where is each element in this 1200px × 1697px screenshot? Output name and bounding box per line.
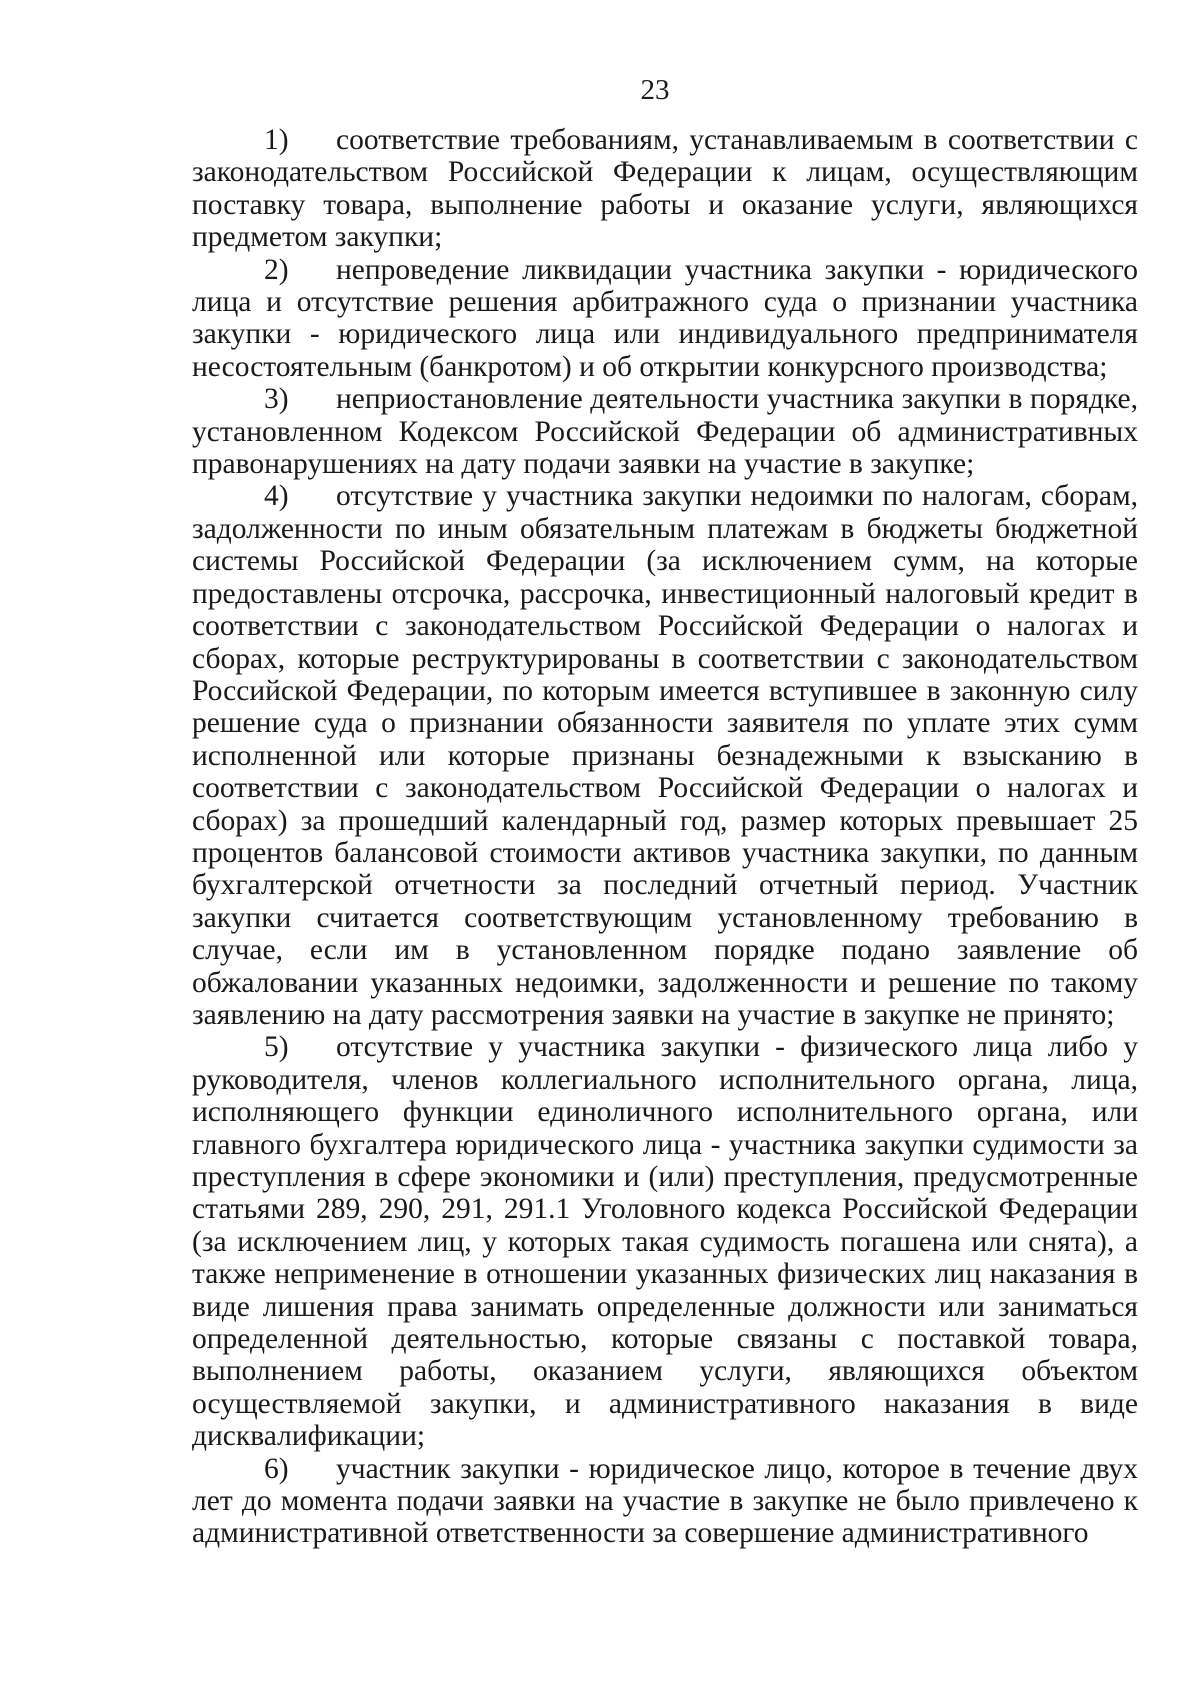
item-text: отсутствие у участника закупки - физического лица либо у руководителя, членов коллегиального исполнительного органа, лица, исполняющего функции единоличного исполнительного органа, или главного бухгалтера юридического лица - участника закупки судимости за преступления в сфере экономики и (или) преступления, предусмотренные статьями 289, 290, 291, 291.1 Уголовного кодекса Российской Федерации (за исключением лиц, у которых такая судимость погашена или снята), а также неприменение в отношении указанных физических лиц наказания в виде лишения права занимать определенные должности или заниматься определенной деятельностью, которые связаны с поставкой товара, выполнением работы, оказанием услуги, являющихся объектом осуществляемой закупки, и административного наказания в виде дисквалификации; [192,1031,1138,1453]
item-text: соответствие требованиям, устанавливаемым в соответствии с законодательством Российской Федерации к лицам, осуществляющим поставку товара, выполнение работы и оказание услуги, являющихся предметом закупки; [192,124,1138,254]
item-text: непроведение ликвидации участника закупки - юридического лица и отсутствие решения арбитражного суда о признании участника закупки - юридического лица или индивидуального предпринимателя несостоятельным (банкротом) и об открытии конкурсного производства; [192,253,1138,383]
item-number: 3) [264,383,289,416]
item-number: 1) [264,124,289,156]
page-number: 23 [640,74,670,106]
list-item [192,1453,1138,1550]
item-number: 6) [264,1452,289,1485]
item-number: 4) [264,480,289,513]
item-text: участник закупки - юридическое лицо, которое в течение двух лет до момента подачи заявки на участие в закупке не было привлечено к административной ответственности за совершение административного [192,1452,1138,1550]
item-number: 5) [264,1031,289,1064]
list-item [192,1031,1138,1452]
item-number: 2) [264,253,289,286]
list-item [192,254,1138,384]
list-item [192,124,1138,254]
item-text: отсутствие у участника закупки недоимки по налогам, сборам, задолженности по иным обязательным платежам в бюджеты бюджетной системы Российской Федерации (за исключением сумм, на которые предоставлены отсрочка, рассрочка, инвестиционный налоговый кредит в соответствии с законодательством Российской Федерации о налогах и сборах, которые реструктурированы в соответствии с законодательством Российской Федерации, по которым имеется вступившее в законную силу решение суда о признании обязанности заявителя по уплате этих сумм исполненной или которые признаны безнадежными к взысканию в соответствии с законодательством Российской Федерации о налогах и сборах) за прошедший календарный год, размер которых превышает 25 процентов балансовой стоимости активов участника закупки, по данным бухгалтерской отчетности за последний отчетный период. Участник закупки считается соответствующим установленному требованию в случае, если им в установленном порядке подано заявление об обжаловании указанных недоимки, задолженности и решение по такому заявлению на дату рассмотрения заявки на участие в закупке не принято; [192,480,1138,1031]
item-text: неприостановление деятельности участника закупки в порядке, установленном Кодексом Российской Федерации об административных правонарушениях на дату подачи заявки на участие в закупке; [192,383,1138,481]
list-item [192,383,1138,480]
document-body [192,124,1138,1550]
list-item [192,480,1138,1031]
